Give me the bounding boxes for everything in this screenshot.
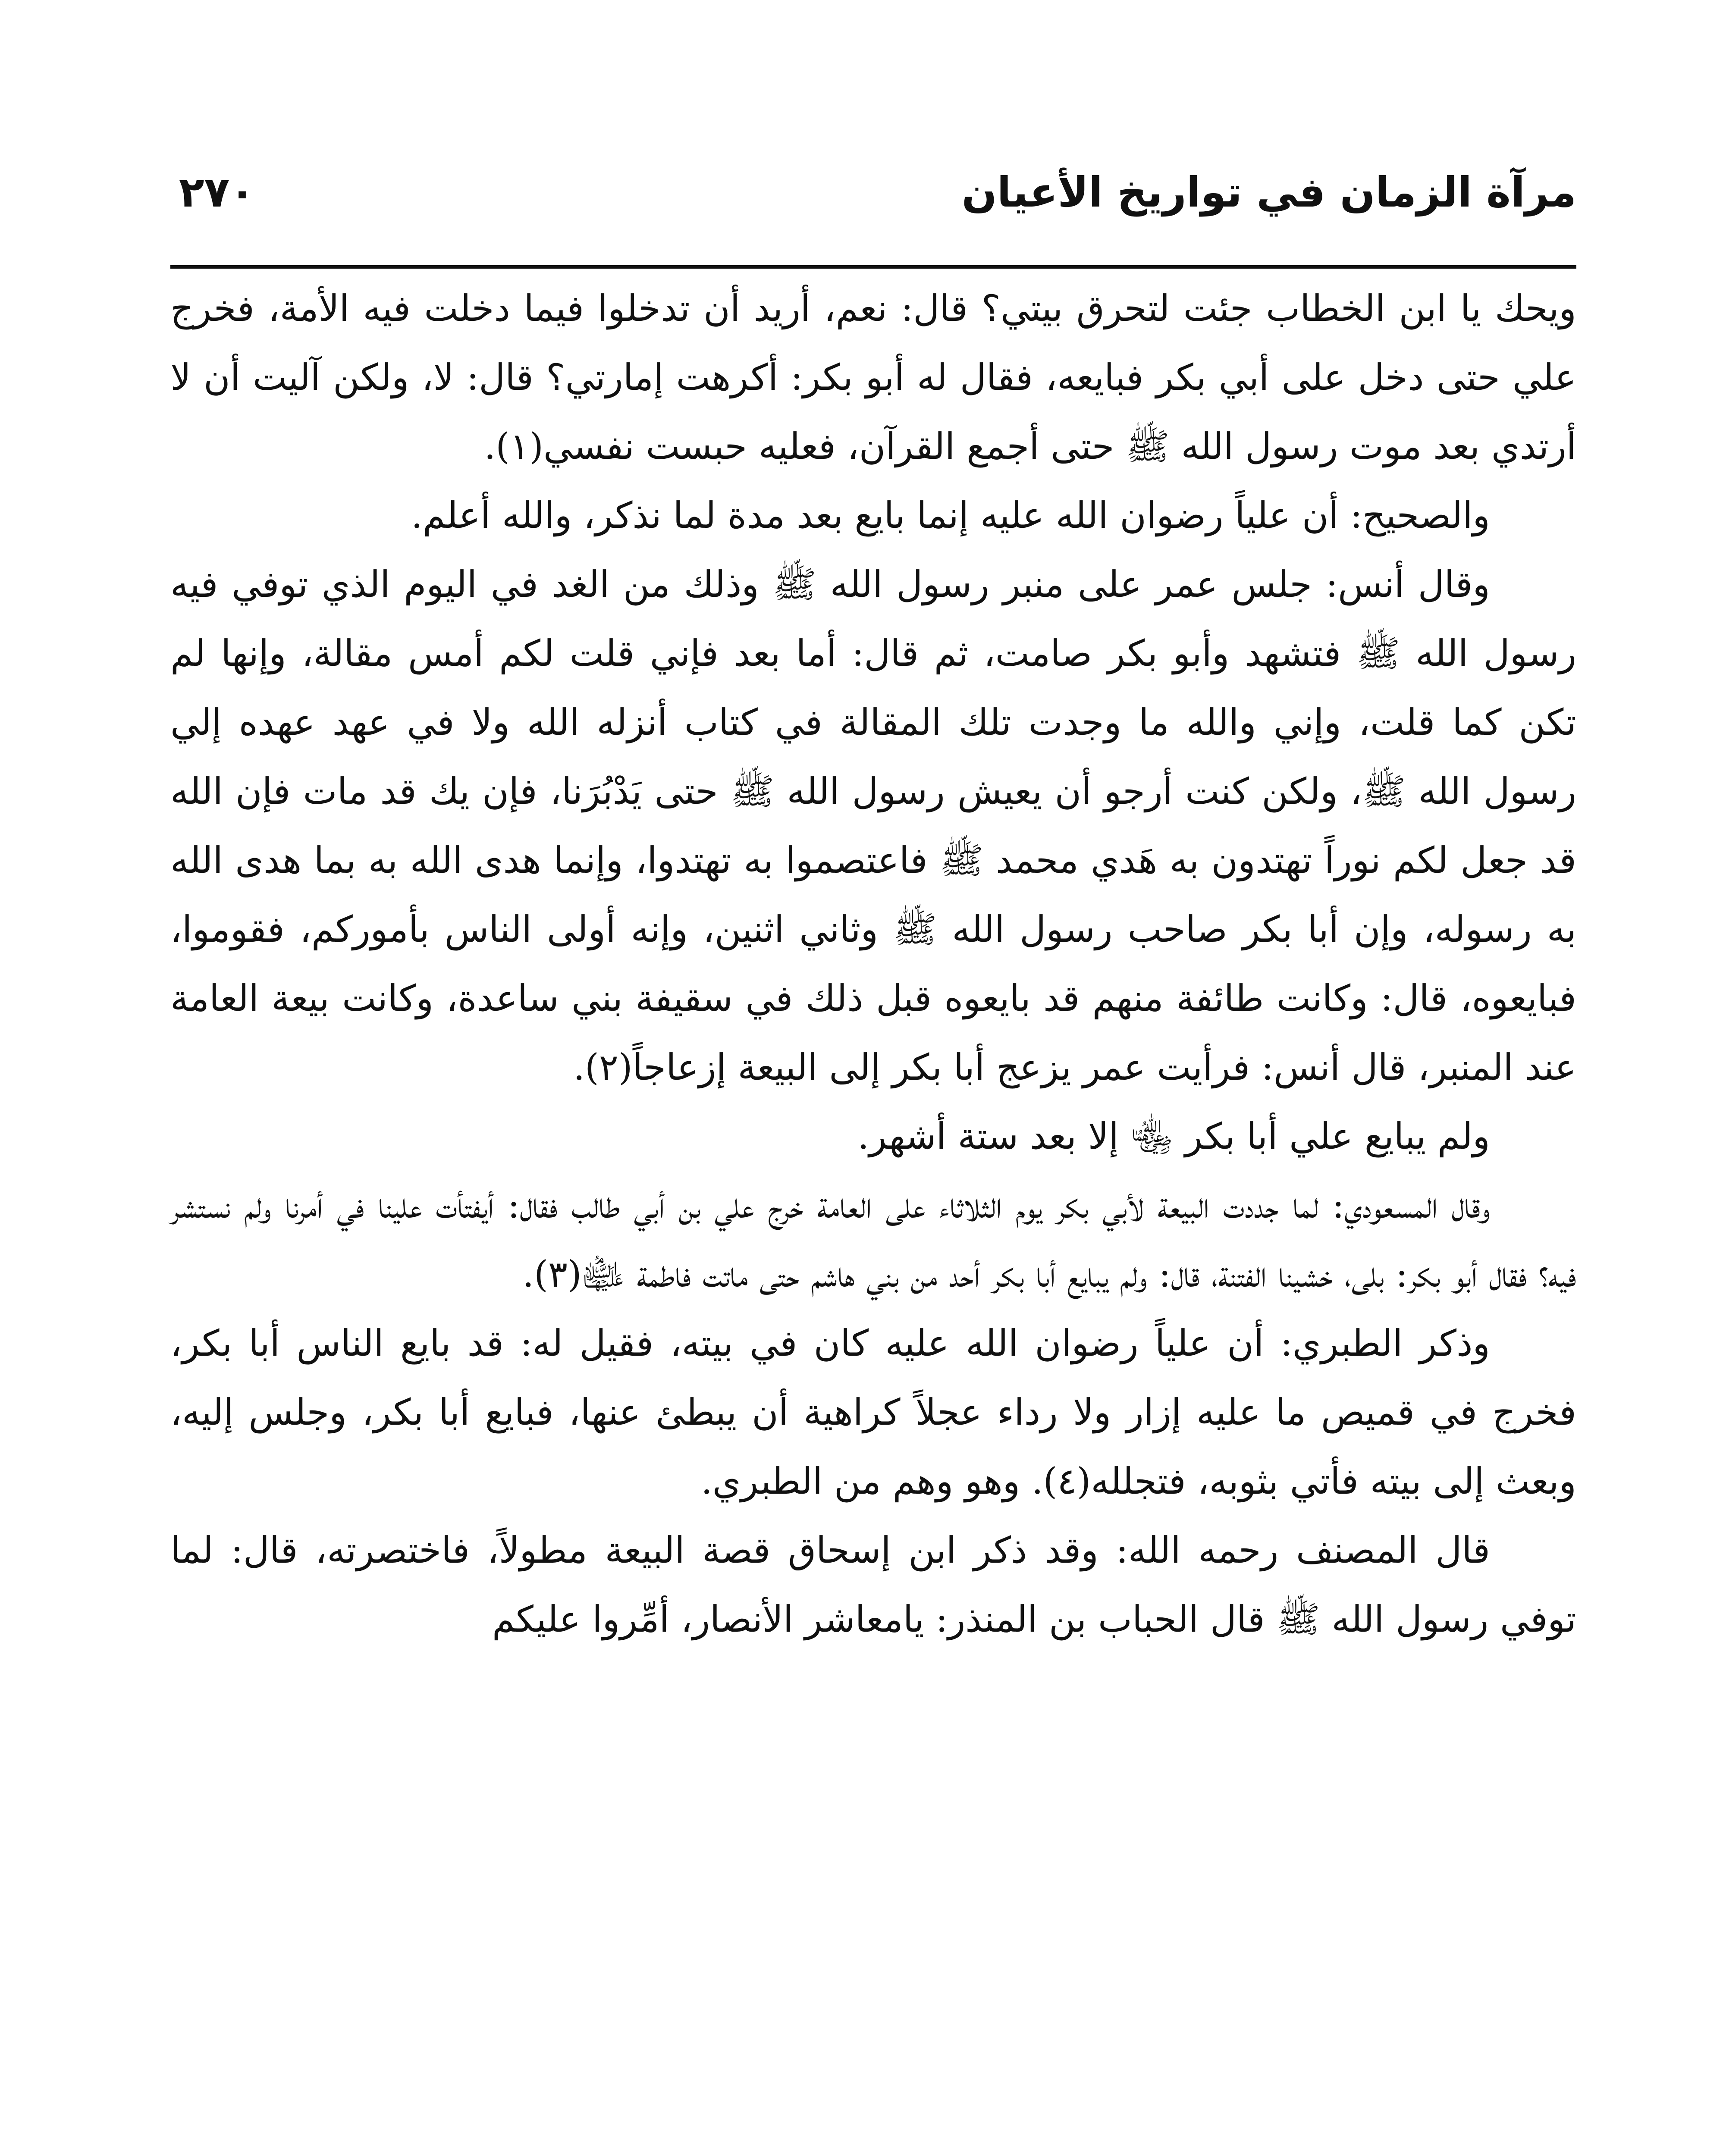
- paragraph-3: وقال أنس: جلس عمر على منبر رسول الله ﷺ وذلك من الغد في اليوم الذي توفي فيه رسول الله ﷺ فتشهد وأبو بكر صامت، ثم قال: أما بعد فإني قلت لكم أمس مقالة، وإنها لم تكن كما قلت، وإني والله ما وجدت تلك المقالة في كتاب أنزله الله ولا في عهد عهده إلي رسول الله ﷺ، ولكن كنت أرجو أن يعيش رسول الله ﷺ حتى يَدْبُرَنا، فإن يك قد مات فإن الله قد جعل لكم نوراً تهتدون به هَدي محمد ﷺ فاعتصموا به تهتدوا، وإنما هدى الله به بما هدى الله به رسوله، وإن أبا بكر صاحب رسول الله ﷺ وثاني اثنين، وإنه أولى الناس بأموركم، فقوموا، فبايعوه، قال: وكانت طائفة منهم قد بايعوه قبل ذلك في سقيفة بني ساعدة، وكانت بيعة العامة عند المنبر، قال أنس: فرأيت عمر يزعج أبا بكر إلى البيعة إزعاجاً(٢).: [170, 563, 1577, 1088]
- page-number: ٢٧٠: [179, 168, 255, 216]
- header-divider: [170, 265, 1576, 269]
- paragraph-1: ويحك يا ابن الخطاب جئت لتحرق بيتي؟ قال: نعم، أريد أن تدخلوا فيما دخلت فيه الأمة، فخرج علي حتى دخل على أبي بكر فبايعه، فقال له أبو بكر: أكرهت إمارتي؟ قال: لا، ولكن آليت أن لا أرتدي بعد موت رسول الله ﷺ حتى أجمع القرآن، فعليه حبست نفسي(١).: [170, 287, 1576, 467]
- paragraph-2: والصحيح: أن علياً رضوان الله عليه إنما بايع بعد مدة لما نذكر، والله أعلم.: [411, 494, 1490, 536]
- paragraph-5: وقال المسعودي: لما جددت البيعة لأبي بكر يوم الثلاثاء على العامة خرج علي بن أبي طالب فقال: أيفتأت علينا في أمرنا ولم نستشر فيه؟ فقال أبو بكر: بلى، خشينا الفتنة، قال: ولم يبايع أبا بكر أحد من بني هاشم حتى ماتت فاطمة ﵍(٣).: [170, 1184, 1576, 1295]
- paragraph-4: ولم يبايع علي أبا بكر ﵄ إلا بعد ستة أشهر.: [857, 1115, 1490, 1157]
- book-page: [170, 129, 1576, 2156]
- running-header: [170, 155, 1576, 241]
- paragraph-7: قال المصنف رحمه الله: وقد ذكر ابن إسحاق قصة البيعة مطولاً، فاختصرته، قال: لما توفي رسول الله ﷺ قال الحباب بن المنذر: يامعاشر الأنصار، أمِّروا عليكم: [170, 1529, 1576, 1640]
- paragraph-6: وذكر الطبري: أن علياً رضوان الله عليه كان في بيته، فقيل له: قد بايع الناس أبا بكر، فخرج في قميص ما عليه إزار ولا رداء عجلاً كراهية أن يبطئ عنها، فبايع أبا بكر، وجلس إليه، وبعث إلى بيته فأتي بثوبه، فتجلله(٤). وهو وهم من الطبري.: [170, 1322, 1576, 1502]
- book-title: مرآة الزمان في تواريخ الأعيان: [961, 168, 1576, 216]
- main-text: [170, 274, 1576, 1654]
